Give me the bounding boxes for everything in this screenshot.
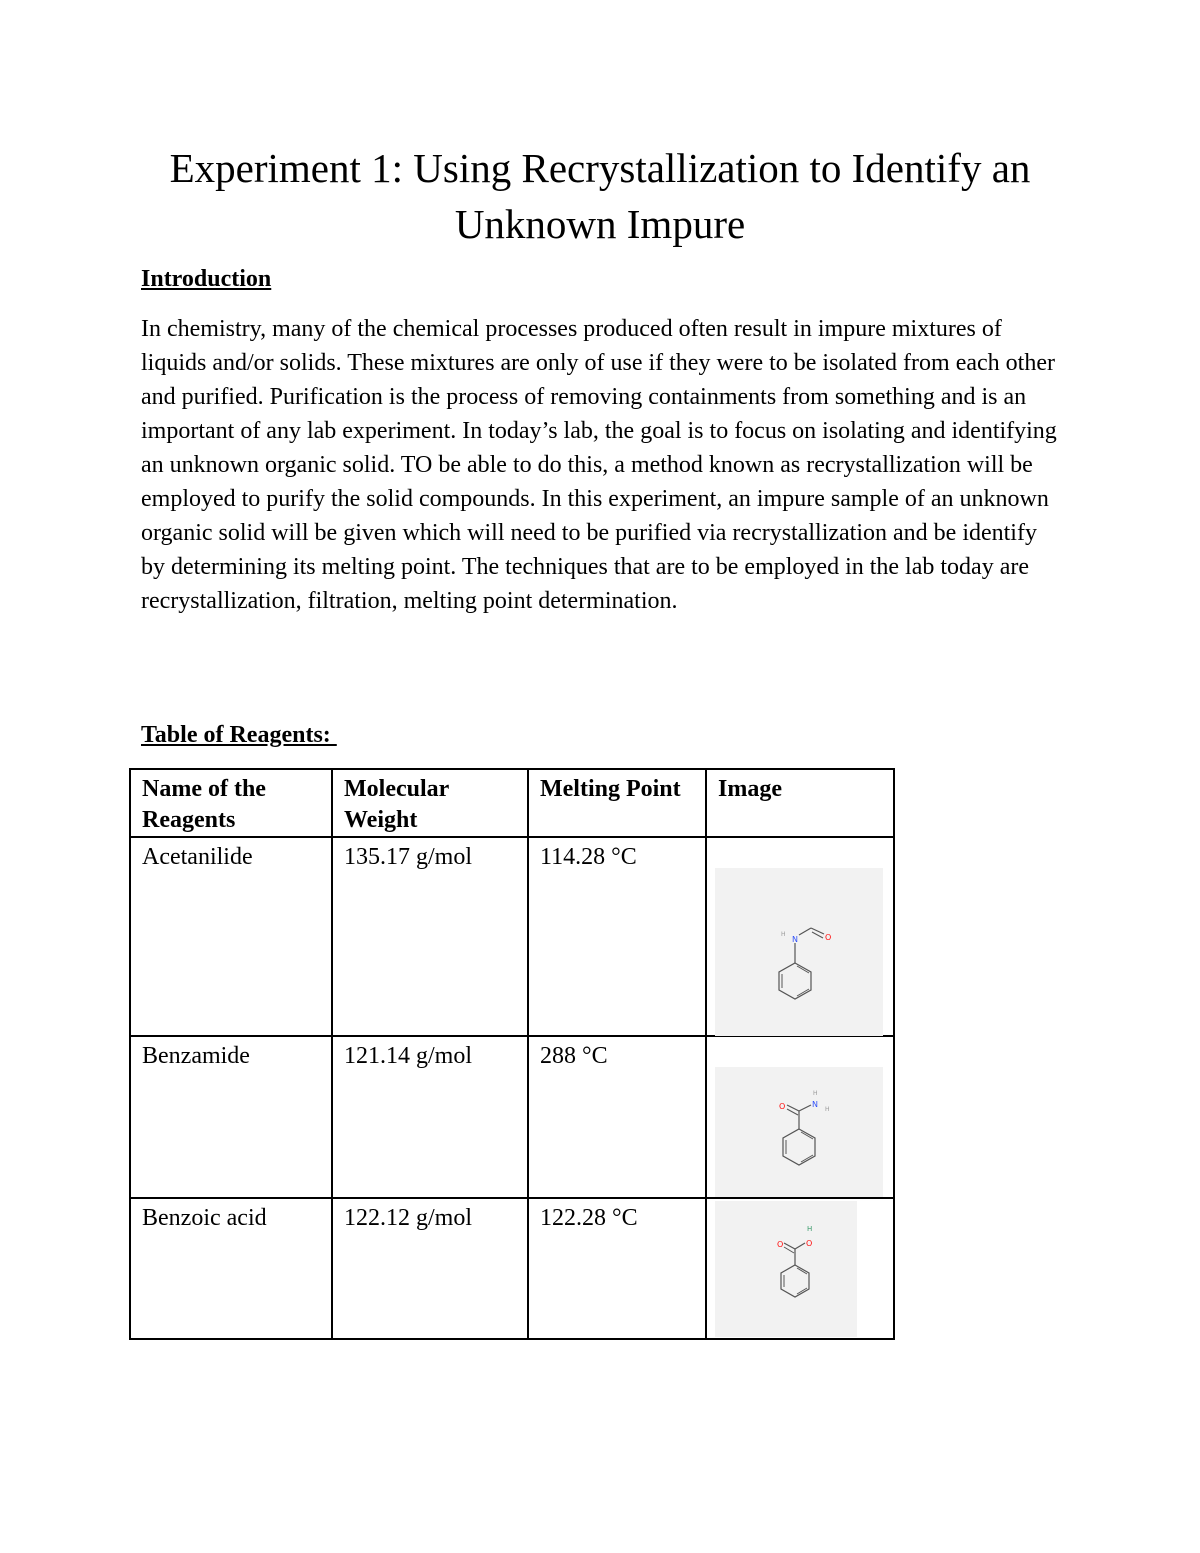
svg-text:H: H [781,931,786,938]
svg-text:H: H [807,1225,813,1233]
document-title: Experiment 1: Using Recrystallization to Identify an Unknown Impure [169,145,1031,247]
reagent-image-cell [706,1198,894,1339]
reagent-name: Acetanilide [130,837,332,1036]
reagent-melting-point: 288 °C [528,1036,706,1198]
reagent-image-cell [706,837,894,1036]
table-row [130,837,894,1036]
introduction-paragraph: In chemistry, many of the chemical processes produced often result in impure mixtures of liquids and/or solids. These mixtures are only of use if they were to be isolated from each other and purified. Purification is the process of removing containments from something and is an important of any lab experiment. In today’s lab, the goal is to focus on isolating and identifying an unknown organic solid. TO be able to do this, a method known as recrystallization will be employed to purify the solid compounds. In this experiment, an impure sample of an unknown organic solid will be given which will need to be purified via recrystallization and be identify by determining its melting point. The techniques that are to be employed in the lab today are recrystallization, filtration, melting point determination. [141,316,1057,614]
reagent-weight: 121.14 g/mol [332,1036,528,1198]
table-row [130,1036,894,1198]
header-melting-point: Melting Point [528,769,706,837]
svg-text:O: O [779,1102,786,1111]
reagent-name: Benzoic acid [130,1198,332,1339]
reagent-image-cell [706,1036,894,1198]
reagents-table [129,768,895,1340]
reagents-table-heading: Table of Reagents: [141,722,337,748]
svg-text:H: H [825,1106,830,1113]
svg-text:N: N [812,1100,818,1109]
reagent-melting-point: 114.28 °C [528,837,706,1036]
svg-text:O: O [825,933,832,942]
reagent-weight: 135.17 g/mol [332,837,528,1036]
reagent-name: Benzamide [130,1036,332,1198]
svg-text:H: H [813,1090,818,1097]
header-weight: Molecular Weight [332,769,528,837]
table-row [130,1198,894,1339]
svg-text:N: N [792,935,798,944]
benzoic-acid-structure-image [715,1201,857,1337]
svg-text:O: O [806,1239,813,1248]
table-header-row [130,769,894,837]
reagent-weight: 122.12 g/mol [332,1198,528,1339]
introduction-heading: Introduction [141,266,272,292]
header-name: Name of the Reagents [130,769,332,837]
benzamide-structure-image [715,1067,883,1197]
reagent-melting-point: 122.28 °C [528,1198,706,1339]
acetanilide-structure-image [715,868,883,1036]
svg-text:O: O [777,1240,784,1249]
header-image: Image [706,769,894,837]
